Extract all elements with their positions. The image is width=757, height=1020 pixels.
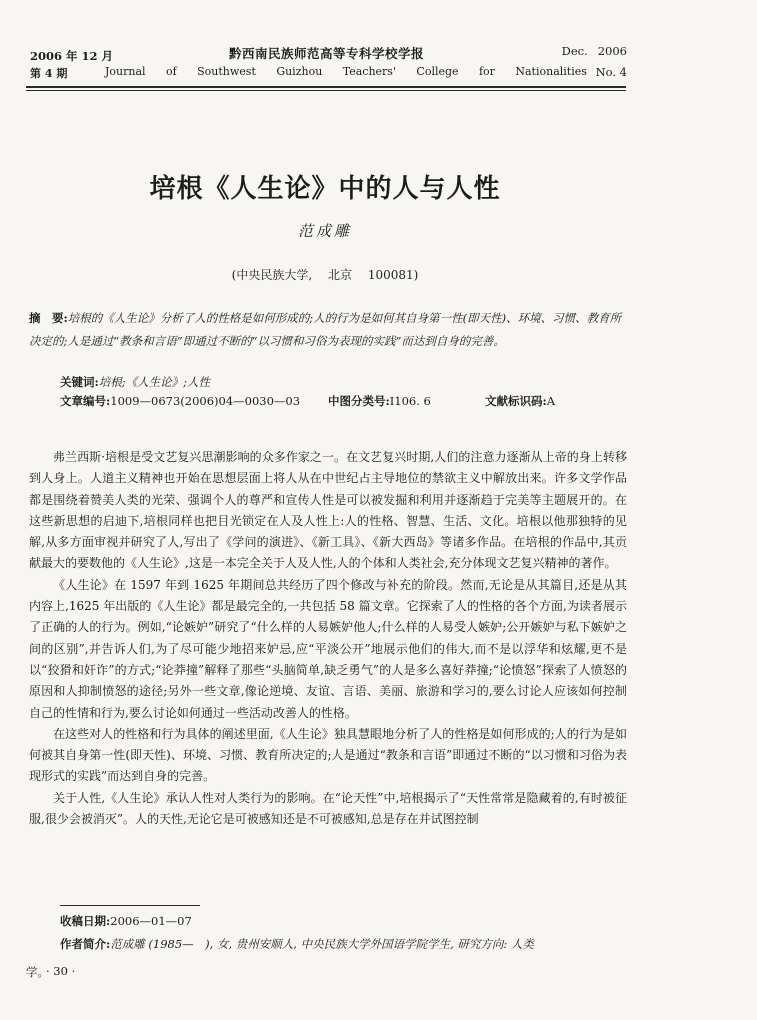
body-paragraph: 关于人性,《人生论》承认人性对人类行为的影响。在“论天性”中,培根揭示了“天性常常是隐藏着的,有时被征服,很少会被消灭”。人的天性,无论它是可被感知还是不可被感知,总是存在并试图控制 bbox=[29, 790, 627, 827]
journal-en-word: College bbox=[416, 65, 459, 78]
journal-en-word: of bbox=[165, 65, 177, 78]
footnote-rule bbox=[60, 905, 200, 906]
author-affiliation bbox=[0, 266, 650, 283]
article-body bbox=[29, 447, 627, 830]
header-issue-en: No. 4 bbox=[595, 65, 627, 79]
journal-en-word: Southwest bbox=[197, 65, 256, 78]
keywords-text: 培根;《人生论》;人性 bbox=[98, 375, 210, 389]
header-date-en bbox=[517, 44, 627, 58]
journal-en-word: Nationalities bbox=[515, 65, 587, 78]
abstract bbox=[29, 307, 627, 353]
page-number: · 30 · bbox=[46, 964, 76, 978]
journal-en-word: Guizhou bbox=[276, 65, 323, 78]
affiliation-postcode: 100081) bbox=[367, 268, 419, 282]
footnote-received bbox=[60, 913, 192, 929]
journal-en-word: for bbox=[478, 65, 495, 78]
header-date-cn: 2006 年 12 月 bbox=[30, 49, 114, 63]
abstract-text: 培根的《人生论》分析了人的性格是如何形成的;人的行为是如何其自身第一性(即天性)、环境、习惯、教育所决定的;人是通过“教条和言语”即通过不断的“以习惯和习俗为表现的实践”而达到自身的完善。 bbox=[29, 311, 622, 348]
body-paragraph: 在这些对人的性格和行为具体的阐述里面,《人生论》独具慧眼地分析了人的性格是如何形成的;人的行为是如何被其自身第一性(即天性)、环境、习惯、教育所决定的;人是通过“教条和言语”即通过不断的“以习惯和习俗为表现形式的实践”而达到自身的完善。 bbox=[29, 726, 627, 784]
article-number-value: 1009—0673(2006)04—0030—03 bbox=[110, 394, 301, 408]
article-author: 范成雕 bbox=[297, 222, 352, 240]
abstract-label: 摘 要: bbox=[29, 311, 68, 325]
bio-continuation: 学。 bbox=[26, 965, 49, 979]
keywords-label: 关键词: bbox=[60, 375, 99, 389]
article-number-label: 文章编号: bbox=[60, 394, 111, 408]
running-header-bottom bbox=[30, 65, 625, 83]
received-date: 2006—01—07 bbox=[110, 914, 192, 928]
document-code bbox=[485, 393, 555, 409]
affiliation-institution: (中央民族大学, bbox=[231, 268, 313, 282]
journal-en-word: Teachers' bbox=[342, 65, 396, 78]
header-year-en: 2006 bbox=[597, 44, 627, 58]
bio-label: 作者简介: bbox=[60, 937, 111, 951]
clc-label: 中图分类号: bbox=[328, 394, 390, 408]
header-journal-cn: 黔西南民族师范高等专科学校学报 bbox=[229, 46, 425, 61]
body-paragraph: 《人生论》在 1597 年到 1625 年期间总共经历了四个修改与补充的阶段。然而,无论是从其篇目,还是从其内容上,1625 年出版的《人生论》都是最完全的,一共包括 58 篇文章。它探索了人的性格的各个方面,为读者展示了正确的人的行为。例如,“论嫉妒”研究了“什么样的人易嫉妒他人;什么样的人易受人嫉妒;公开嫉妒与私下嫉妒之间的区别”,并告诉人们,为了尽可能少地招来妒忌,应“平淡公开”地展示他们的伟大,而不是以浮华和炫耀,更不是以“狡猾和奸诈”的方式;“论莽撞”解释了那些“头脑简单,缺乏勇气”的人是多么喜好莽撞;“论愤怒”探索了人愤怒的原因和人抑制愤怒的途径;另外一些文章,像论逆境、友谊、言语、美丽、旅游和学习的,要么讨论人应该如何控制自己的性情和行为,要么讨论如何通过一些活动改善人的性格。 bbox=[29, 577, 627, 720]
body-paragraph: 弗兰西斯·培根是受文艺复兴思潮影响的众多作家之一。在文艺复兴时期,人们的注意力逐渐从上帝的身上转移到人身上。人道主义精神也开始在思想层面上将人从在中世纪占主导地位的禁欲主义中解放出来。许多文学作品都是围绕着赞美人类的光荣、强调个人的尊严和宣传人性是可以被发掘和利用并逐渐趋于完美等主题展开的。在这些新思想的启迪下,培根同样也把目光锁定在人及人性上:人的性格、智慧、生活、文化。培根以他那独特的见解,从多方面审视并研究了人,写出了《学问的演进》、《新工具》、《新大西岛》等诸多作品。在培根的作品中,其贡献最大的要数他的《人生论》,这是一本完全关于人及人性,人的个体和人类社会,充分体现文艺复兴精神的著作。 bbox=[29, 450, 627, 571]
article-number bbox=[60, 393, 300, 409]
article-title: 培根《人生论》中的人与人性 bbox=[149, 174, 501, 204]
bio-text: 范成雕 (1985— ), 女, 贵州安顺人, 中央民族大学外国语学院学生, 研究方向: 人类 bbox=[110, 937, 534, 951]
affiliation-city: 北京 bbox=[327, 268, 352, 282]
clc-value: I106. 6 bbox=[389, 394, 431, 408]
clc-number bbox=[328, 393, 431, 409]
header-month-en: Dec. bbox=[561, 44, 588, 58]
received-label: 收稿日期: bbox=[60, 914, 111, 928]
keywords bbox=[60, 374, 210, 390]
header-journal-en bbox=[105, 65, 587, 78]
document-code-value: A bbox=[546, 394, 556, 408]
header-rule-thin bbox=[26, 90, 626, 91]
header-issue-cn: 第 4 期 bbox=[30, 67, 68, 80]
header-rule-thick bbox=[26, 86, 626, 88]
footnote-author-bio bbox=[60, 936, 630, 952]
document-code-label: 文献标识码: bbox=[485, 394, 547, 408]
journal-en-word: Journal bbox=[105, 65, 146, 78]
